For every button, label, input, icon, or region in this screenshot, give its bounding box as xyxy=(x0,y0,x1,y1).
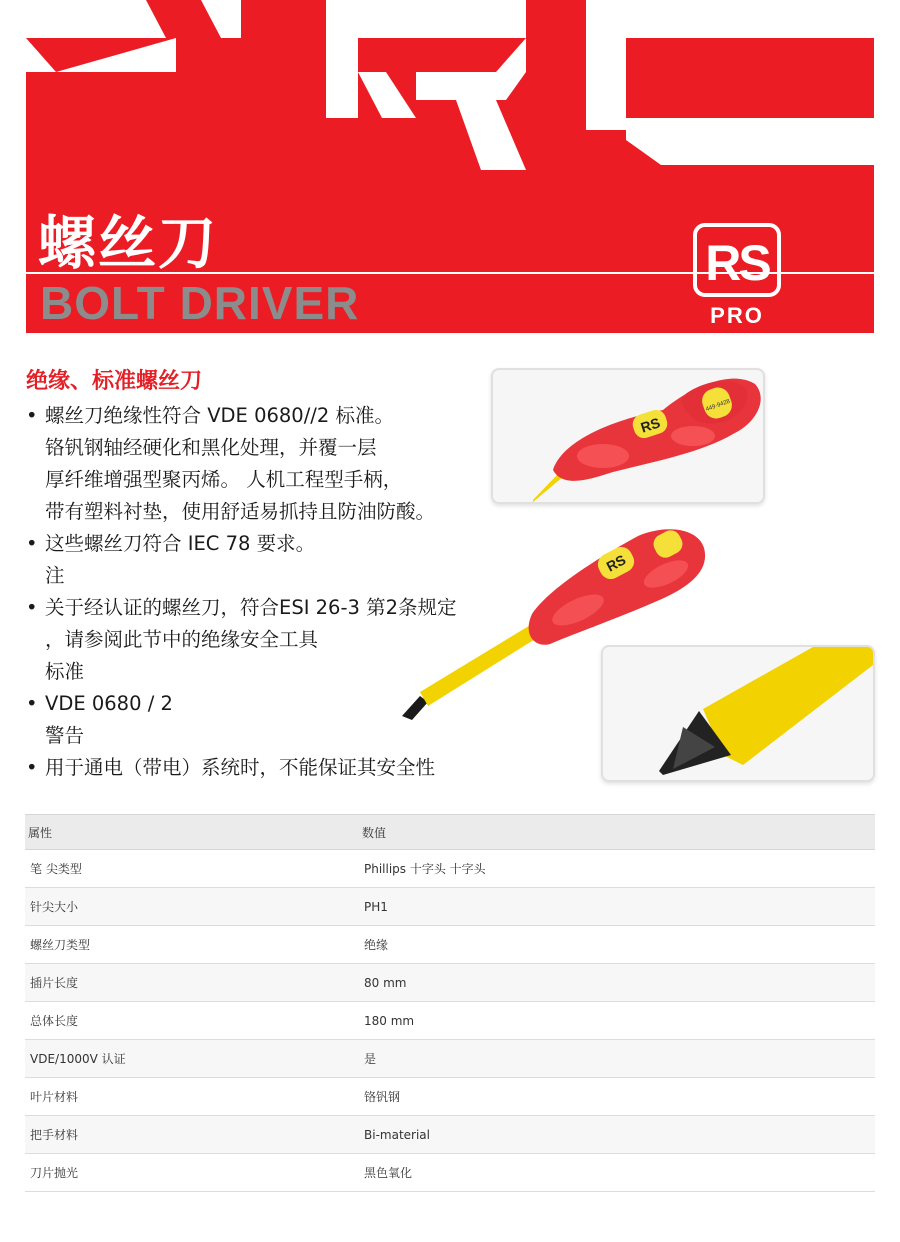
logo-text: RS xyxy=(705,235,769,291)
value-cell: PH1 xyxy=(359,888,875,926)
property-cell: 针尖大小 xyxy=(25,888,359,926)
property-cell: 螺丝刀类型 xyxy=(25,926,359,964)
spec-table xyxy=(25,814,875,1192)
table-row xyxy=(25,1116,875,1154)
list-item-line: ，请参阅此节中的绝缘安全工具 xyxy=(45,628,319,651)
handle-closeup-image xyxy=(491,368,765,504)
page-title-cn: 螺丝刀 xyxy=(38,209,219,277)
table-row xyxy=(25,888,875,926)
property-cell: 总体长度 xyxy=(25,1002,359,1040)
value-cell: 180 mm xyxy=(359,1002,875,1040)
list-item-line: • 螺丝刀绝缘性符合 VDE 0680//2 标准。 xyxy=(45,404,394,427)
list-item xyxy=(26,752,496,784)
hero-banner xyxy=(26,0,874,333)
property-cell: VDE/1000V 认证 xyxy=(25,1040,359,1078)
list-item-line: 带有塑料衬垫，使用舒适易抓持且防油防酸。 xyxy=(45,500,436,523)
list-item-line: 警告 xyxy=(45,724,85,747)
list-item-line: 铬钒钢轴经硬化和黑化处理，并覆一层 xyxy=(45,436,377,459)
svg-text:RS: RS xyxy=(603,551,629,575)
table-row xyxy=(25,850,875,888)
tip-closeup-image xyxy=(601,645,875,782)
page-title-en: BOLT DRIVER xyxy=(40,277,360,329)
decorative-pro-letters xyxy=(26,0,874,170)
value-cell: 绝缘 xyxy=(359,926,875,964)
list-item-line: 注 xyxy=(45,564,65,587)
column-header-value: 数值 xyxy=(359,815,875,850)
list-item xyxy=(26,400,496,528)
property-cell: 笔 尖类型 xyxy=(25,850,359,888)
list-item-line: • 这些螺丝刀符合 IEC 78 要求。 xyxy=(45,532,316,555)
property-cell: 叶片材料 xyxy=(25,1078,359,1116)
column-header-property: 属性 xyxy=(25,815,359,850)
table-header-row xyxy=(25,815,875,850)
list-item-line: • 用于通电（带电）系统时，不能保证其安全性 xyxy=(45,756,436,779)
list-item-line: • 关于经认证的螺丝刀，符合ESI 26-3 第2条规定 xyxy=(45,596,457,619)
value-cell: Phillips 十字头 十字头 xyxy=(359,850,875,888)
list-item-line: 标准 xyxy=(45,660,85,683)
value-cell: 铬钒钢 xyxy=(359,1078,875,1116)
property-cell: 把手材料 xyxy=(25,1116,359,1154)
table-row xyxy=(25,1002,875,1040)
rs-pro-logo xyxy=(693,223,781,328)
table-row xyxy=(25,964,875,1002)
value-cell: 是 xyxy=(359,1040,875,1078)
value-cell: Bi-material xyxy=(359,1116,875,1154)
value-cell: 80 mm xyxy=(359,964,875,1002)
value-cell: 黑色氧化 xyxy=(359,1154,875,1192)
handle-label: RS xyxy=(638,414,663,436)
table-row xyxy=(25,1040,875,1078)
list-item-line: • VDE 0680 / 2 xyxy=(45,692,173,715)
table-row xyxy=(25,1154,875,1192)
logo-subtext: PRO xyxy=(710,303,764,328)
list-item-line: 厚纤维增强型聚丙烯。 人机工程型手柄， xyxy=(45,468,403,491)
table-row xyxy=(25,926,875,964)
property-cell: 刀片抛光 xyxy=(25,1154,359,1192)
table-row xyxy=(25,1078,875,1116)
property-cell: 插片长度 xyxy=(25,964,359,1002)
section-heading: 绝缘、标准螺丝刀 xyxy=(26,369,203,394)
handle-code: 449-9428 xyxy=(705,398,731,413)
